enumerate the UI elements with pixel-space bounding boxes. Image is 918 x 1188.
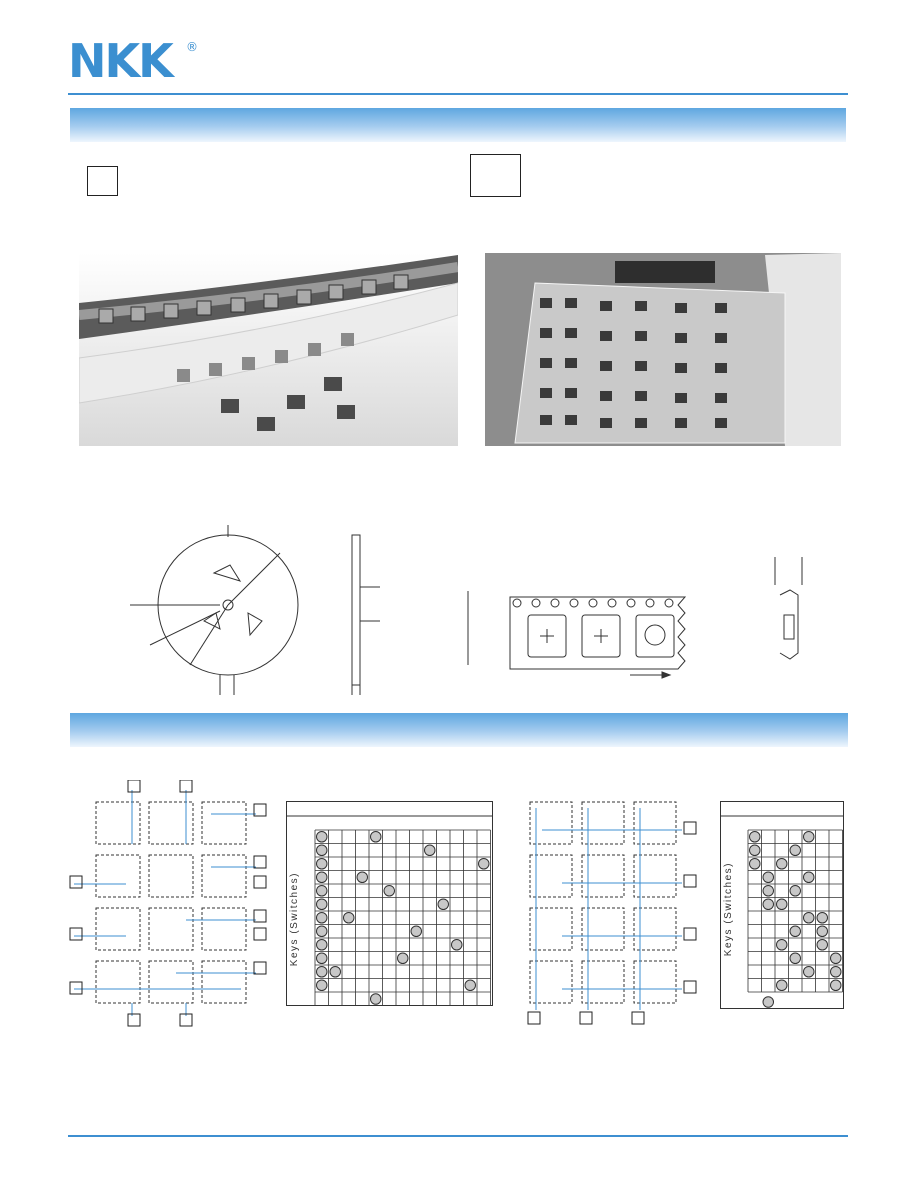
matrix-cell-marker — [790, 845, 801, 856]
matrix-cell-marker — [425, 845, 436, 856]
matrix-cell-marker — [790, 953, 801, 964]
matrix-cell-marker — [317, 940, 328, 951]
matrix-cell-marker — [479, 859, 490, 870]
label-box-b — [470, 154, 521, 197]
switch-grid-left — [66, 780, 276, 1030]
matrix-cell-marker — [344, 913, 355, 924]
matrix-cell-marker — [831, 980, 842, 991]
keypad-array-photo — [485, 253, 841, 446]
matrix-cell-marker — [411, 926, 422, 937]
matrix-cell-marker — [317, 926, 328, 937]
matrix-cell-marker — [831, 967, 842, 978]
matrix-cell-marker — [317, 913, 328, 924]
matrix-cell-marker — [777, 899, 788, 910]
matrix-cell-marker — [452, 940, 463, 951]
keys-axis-label-right: Keys (Switches) — [723, 862, 734, 957]
matrix-cell-marker — [317, 832, 328, 843]
packaging-drawings — [130, 525, 830, 700]
matrix-cell-marker — [763, 886, 774, 897]
matrix-cell-marker — [817, 913, 828, 924]
matrix-cell-marker — [384, 886, 395, 897]
matrix-cell-marker — [750, 859, 761, 870]
footer-rule — [68, 1135, 848, 1137]
registered-mark: ® — [186, 40, 198, 54]
matrix-cell-marker — [777, 940, 788, 951]
matrix-cell-marker — [317, 899, 328, 910]
matrix-cell-marker — [438, 899, 449, 910]
matrix-cell-marker — [371, 832, 382, 843]
matrix-footer-marker — [763, 997, 774, 1008]
header-rule — [68, 93, 848, 95]
matrix-cell-marker — [317, 845, 328, 856]
matrix-cell-marker — [317, 967, 328, 978]
matrix-cell-marker — [804, 967, 815, 978]
matrix-cell-marker — [777, 980, 788, 991]
matrix-cell-marker — [817, 940, 828, 951]
matrix-cell-marker — [817, 926, 828, 937]
matrix-cell-marker — [790, 926, 801, 937]
matrix-footer-marker — [371, 994, 382, 1005]
matrix-cell-marker — [317, 980, 328, 991]
nkk-logo: NKK — [68, 34, 172, 88]
key-matrix-right — [720, 801, 844, 1009]
matrix-cell-marker — [804, 913, 815, 924]
matrix-cell-marker — [804, 872, 815, 883]
matrix-cell-marker — [330, 967, 341, 978]
keys-axis-label-left: Keys (Switches) — [289, 872, 300, 967]
section-band-1 — [70, 108, 846, 142]
matrix-cell-marker — [777, 859, 788, 870]
matrix-cell-marker — [831, 953, 842, 964]
section-band-2 — [70, 713, 848, 747]
key-matrix-left — [286, 801, 493, 1006]
label-box-a — [87, 166, 118, 196]
tape-reel-photo — [79, 253, 458, 446]
matrix-cell-marker — [317, 953, 328, 964]
matrix-cell-marker — [790, 886, 801, 897]
matrix-cell-marker — [465, 980, 476, 991]
matrix-cell-marker — [804, 832, 815, 843]
matrix-cell-marker — [317, 859, 328, 870]
matrix-cell-marker — [750, 832, 761, 843]
matrix-cell-marker — [750, 845, 761, 856]
switch-grid-right — [522, 798, 702, 1028]
matrix-cell-marker — [763, 899, 774, 910]
matrix-cell-marker — [317, 886, 328, 897]
matrix-cell-marker — [763, 872, 774, 883]
matrix-cell-marker — [317, 872, 328, 883]
matrix-cell-marker — [357, 872, 368, 883]
matrix-cell-marker — [398, 953, 409, 964]
